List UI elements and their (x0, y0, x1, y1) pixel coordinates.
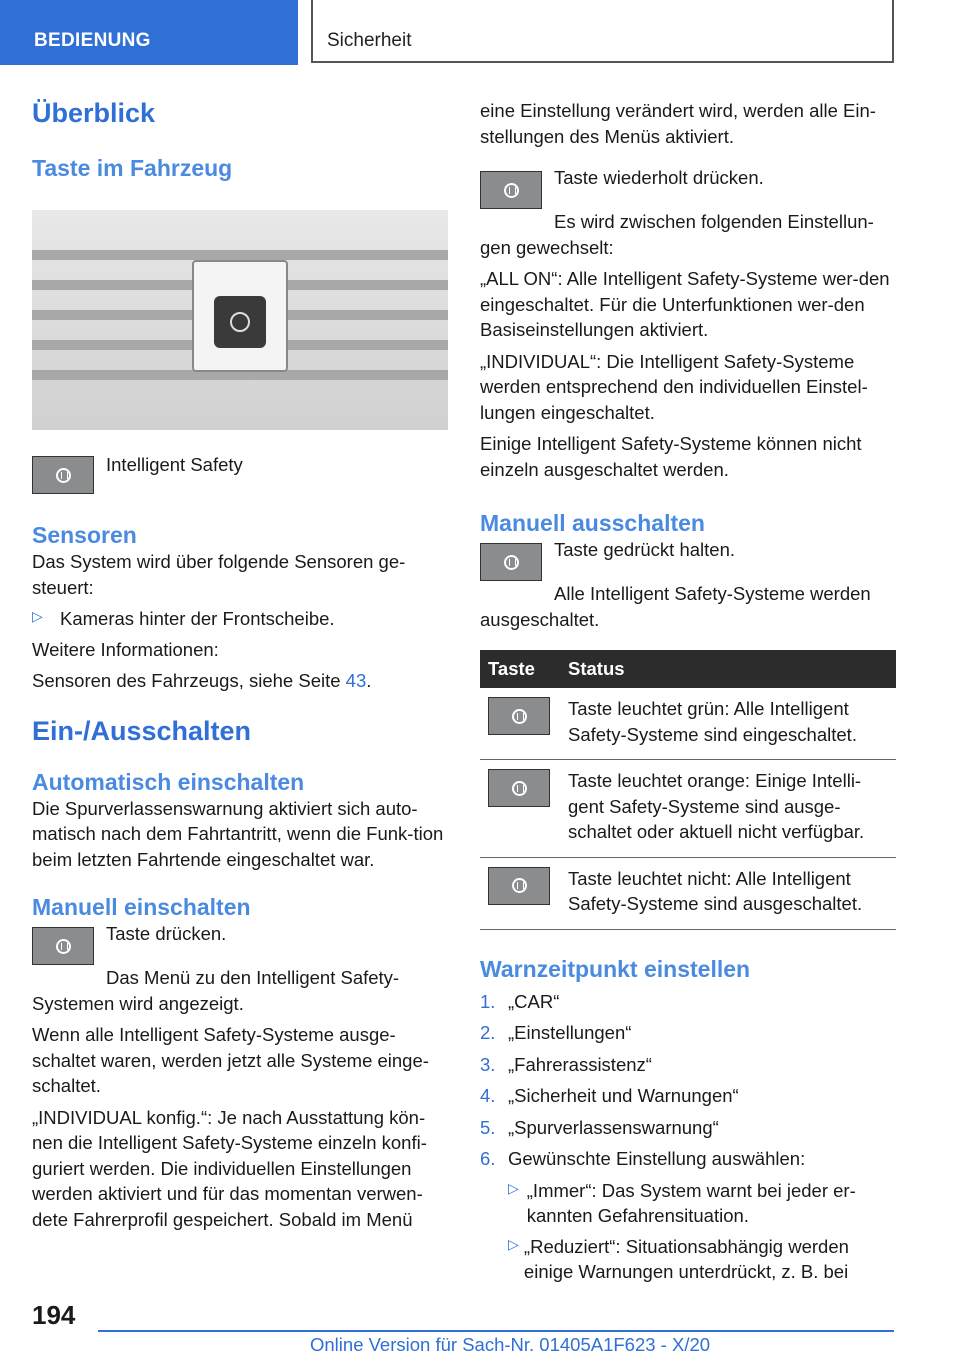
sensors-bullet: Kameras hinter der Frontscheibe. (60, 608, 335, 629)
intelligent-safety-icon (480, 543, 542, 581)
header-chapter-tab (311, 0, 894, 63)
heading-warning-time: Warnzeitpunkt einstellen (480, 955, 751, 982)
manual-off-step-2: Alle Intelligent Safety-Systeme werden ausgeschaltet. (480, 583, 871, 630)
icon-label: Intelligent Safety (106, 454, 243, 475)
list-item (480, 1020, 896, 1046)
header-section-label: BEDIENUNG (34, 30, 151, 51)
bullet-triangle-icon: ▷ (508, 1235, 519, 1252)
manual-on-text-3: Wenn alle Intelligent Safety-Systeme ausge-schaltet waren, werden jetzt alle Systeme einge-schaltet. (32, 1024, 429, 1096)
note-text: Einige Intelligent Safety-Systeme können nicht einzeln ausgeschaltet werden. (480, 433, 862, 480)
step-text: „Sicherheit und Warnungen“ (508, 1085, 739, 1106)
list-item (480, 989, 896, 1015)
manual-on-step-2: Das Menü zu den Intelligent Safety-Systemen wird angezeigt. (32, 967, 400, 1014)
list-item (480, 1083, 896, 1109)
table-row (480, 857, 896, 929)
list-item (480, 1052, 896, 1078)
intelligent-safety-icon (480, 171, 542, 209)
step-number: 5. (480, 1116, 496, 1138)
header-chapter-label: Sicherheit (327, 30, 412, 51)
intelligent-safety-icon (32, 927, 94, 965)
step-text: Gewünschte Einstellung auswählen: (508, 1148, 806, 1169)
heading-overview: Überblick (32, 98, 156, 128)
all-on-text: „ALL ON“: Alle Intelligent Safety-Systeme wer-den eingeschaltet. Für die Unterfunktionen wer-den Basiseinstellungen aktiviert. (480, 268, 890, 340)
intelligent-safety-icon (32, 456, 94, 494)
heading-on-off: Ein-/Ausschalten (32, 715, 252, 746)
bullet-triangle-icon: ▷ (32, 608, 43, 624)
sensors-text: Das System wird über folgende Sensoren ge-steuert: (32, 551, 406, 598)
page-link-43[interactable]: 43 (345, 670, 367, 691)
table-row (480, 688, 896, 760)
page-number: 194 (32, 1300, 76, 1330)
step-text: „Einstellungen“ (508, 1022, 632, 1043)
step-number: 4. (480, 1085, 496, 1106)
table-cell-status: Taste leuchtet orange: Einige Intelli-gent Safety-Systeme sind ausge-schaltet oder aktuell nicht verfügbar. (560, 760, 896, 858)
table-cell-status: Taste leuchtet grün: Alle Intelligent Safety-Systeme sind eingeschaltet. (560, 688, 896, 760)
intelligent-safety-button-photo (214, 296, 266, 348)
status-table (480, 650, 896, 930)
vehicle-button-photo (32, 210, 448, 430)
heading-button-in-vehicle: Taste im Fahrzeug (32, 155, 233, 181)
intelligent-safety-icon (488, 697, 550, 735)
intelligent-safety-icon (488, 867, 550, 905)
button-panel (192, 260, 288, 372)
heading-manual-off: Manuell ausschalten (480, 510, 705, 536)
table-header-status: Status (560, 650, 896, 688)
table-row (480, 760, 896, 858)
manual-on-text-4: „INDIVIDUAL konfig.“: Je nach Ausstattung kön-nen die Intelligent Safety-Systeme einzeln konfi-guriert werden. Die individuellen Einstellungen werden aktiviert und für das momentan verwen-dete Fahrerprofil gespeichert. Sobald im Menü (32, 1106, 427, 1230)
individual-text: „INDIVIDUAL“: Die Intelligent Safety-Systeme werden entsprechend den individuellen Einstel-lungen eingeschaltet. (480, 350, 868, 423)
continued-text: eine Einstellung verändert wird, werden alle Ein-stellungen des Menüs aktiviert. (480, 100, 876, 147)
footer-divider (98, 1330, 894, 1332)
step-number: 1. (480, 990, 496, 1012)
sensors-ref-text: Sensoren des Fahrzeugs, siehe Seite (32, 670, 346, 691)
right-column (480, 98, 896, 1290)
sensors-ref-suffix: . (366, 670, 372, 691)
table-header-taste: Taste (480, 650, 560, 688)
sensors-reference (32, 668, 448, 694)
intelligent-safety-icon (488, 769, 550, 807)
repeat-step-1: Taste wiederholt drücken. (554, 167, 764, 188)
step-number: 3. (480, 1053, 496, 1075)
left-column (32, 98, 448, 1238)
table-cell-status: Taste leuchtet nicht: Alle Intelligent Safety-Systeme sind ausgeschaltet. (560, 857, 896, 929)
manual-on-step-1: Taste drücken. (106, 923, 227, 944)
footer-text: Online Version für Sach-Nr. 01405A1F623 - X/20 (310, 1334, 711, 1355)
manual-off-step-1: Taste gedrückt halten. (554, 539, 735, 560)
step-number: 2. (480, 1022, 496, 1043)
bullet-triangle-icon: ▷ (508, 1179, 519, 1196)
sub-option-always: „Immer“: Das System warnt bei jeder er-kannten Gefahrensituation. (526, 1179, 856, 1226)
step-number: 6. (480, 1148, 496, 1169)
header-section-tab (0, 0, 298, 65)
sub-option-reduced: „Reduziert“: Situationsabhängig werden einige Warnungen unterdrückt, z. B. bei (523, 1235, 849, 1282)
step-text: „Fahrerassistenz“ (508, 1053, 652, 1075)
step-text: „Spurverlassenswarnung“ (508, 1116, 719, 1138)
steps-list (480, 989, 896, 1172)
step-text: „CAR“ (508, 990, 560, 1012)
heading-sensors: Sensoren (32, 522, 137, 548)
list-item (480, 1146, 896, 1172)
heading-manual-on: Manuell einschalten (32, 894, 251, 920)
more-info-label: Weitere Informationen: (32, 638, 219, 660)
heading-auto-on: Automatisch einschalten (32, 768, 305, 795)
repeat-step-2: Es wird zwischen folgenden Einstellun-gen gewechselt: (480, 211, 874, 258)
auto-on-text: Die Spurverlassenswarnung aktiviert sich auto-matisch nach dem Fahrtantritt, wenn die Funk-tion beim letzten Fahrtende eingeschaltet war. (32, 797, 444, 870)
list-item (480, 1115, 896, 1141)
